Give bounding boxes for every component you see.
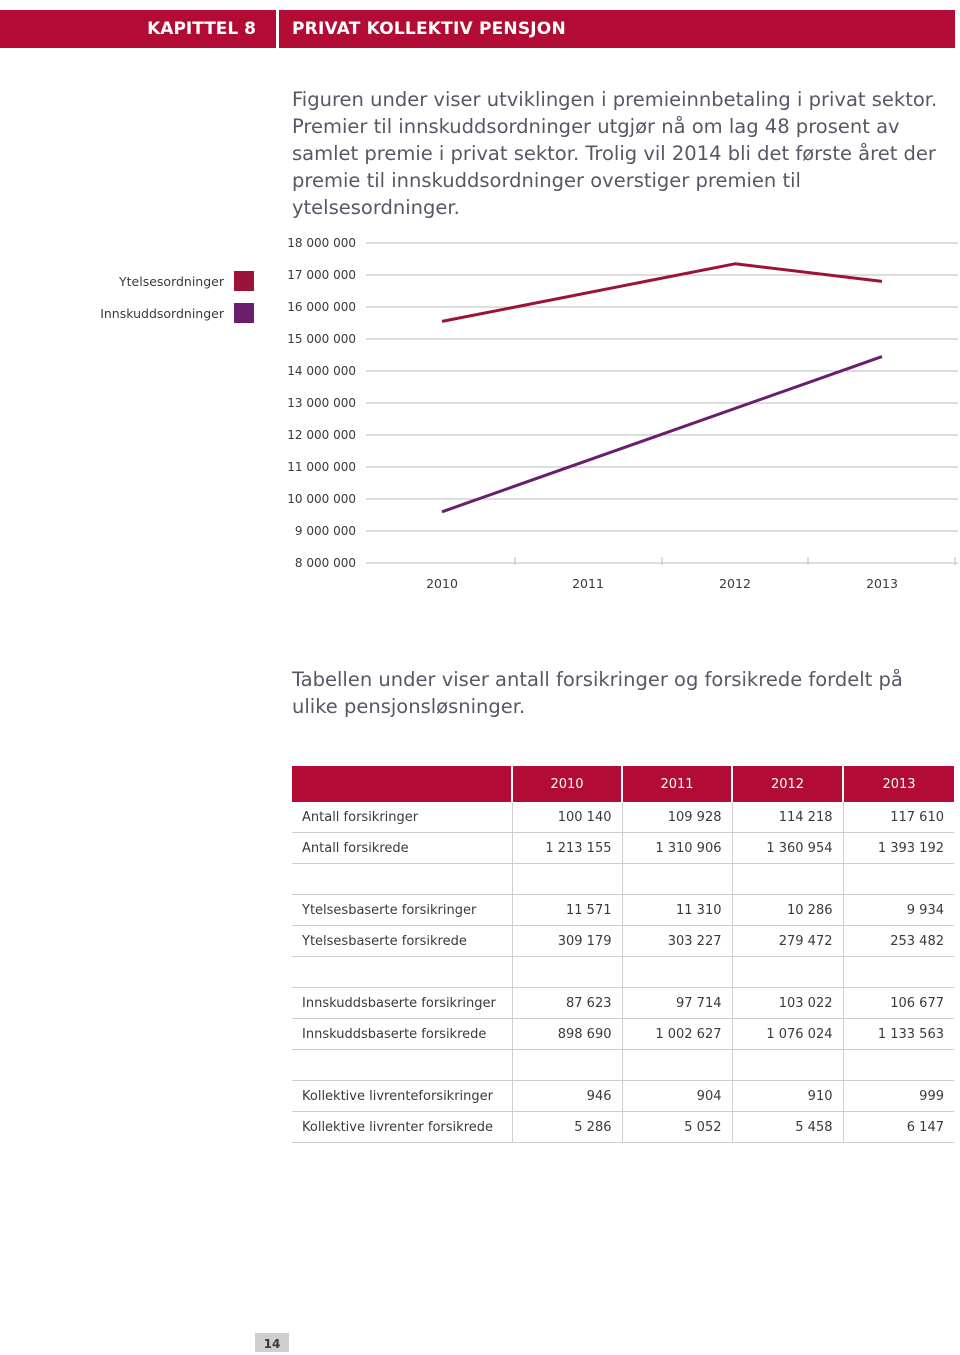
table-row: [292, 1112, 954, 1143]
y-tick-label: 17 000 000: [287, 268, 356, 282]
row-label-cell: Ytelsesbaserte forsikringer: [292, 895, 512, 926]
value-cell: 6 147: [843, 1112, 954, 1143]
header-bar: [0, 10, 955, 48]
value-cell: [732, 1050, 843, 1081]
value-cell: [622, 1050, 732, 1081]
y-tick-label: 10 000 000: [287, 492, 356, 506]
header-divider: [276, 10, 279, 48]
row-label-cell: Antall forsikringer: [292, 802, 512, 833]
table-row: [292, 833, 954, 864]
row-label-cell: Kollektive livrenteforsikringer: [292, 1081, 512, 1112]
section-title: PRIVAT KOLLEKTIV PENSJON: [292, 19, 566, 39]
legend-swatch: [234, 271, 254, 291]
chart-series: [442, 264, 882, 512]
series-line-innskuddsordninger: [442, 357, 882, 512]
value-cell: [843, 957, 954, 988]
value-cell: 1 133 563: [843, 1019, 954, 1050]
value-cell: 109 928: [622, 802, 732, 833]
y-axis: [287, 236, 356, 570]
row-label-cell: [292, 1050, 512, 1081]
value-cell: 114 218: [732, 802, 843, 833]
x-tick-label: 2011: [572, 576, 604, 591]
value-cell: 5 458: [732, 1112, 843, 1143]
value-cell: 100 140: [512, 802, 622, 833]
value-cell: 946: [512, 1081, 622, 1112]
value-cell: 1 213 155: [512, 833, 622, 864]
table-header-year: 2012: [732, 766, 843, 802]
value-cell: 5 286: [512, 1112, 622, 1143]
table-row: [292, 926, 954, 957]
value-cell: [732, 957, 843, 988]
value-cell: 1 360 954: [732, 833, 843, 864]
page-number: 14: [263, 1337, 281, 1351]
chart-gridlines: [366, 243, 958, 563]
value-cell: 97 714: [622, 988, 732, 1019]
value-cell: 1 076 024: [732, 1019, 843, 1050]
table-row: [292, 895, 954, 926]
value-cell: [622, 864, 732, 895]
table-header-year: 2011: [622, 766, 732, 802]
y-tick-label: 16 000 000: [287, 300, 356, 314]
table-spacer-row: [292, 864, 954, 895]
legend-label: Innskuddsordninger: [100, 306, 224, 321]
premium-line-chart: [0, 225, 960, 605]
y-tick-label: 18 000 000: [287, 236, 356, 250]
y-tick-label: 9 000 000: [294, 524, 356, 538]
table-intro-paragraph: Tabellen under viser antall forsikringer og forsikrede fordelt på ulike pensjonsløsninger.: [292, 668, 903, 718]
value-cell: 10 286: [732, 895, 843, 926]
legend-label: Ytelsesordninger: [119, 274, 224, 289]
value-cell: 910: [732, 1081, 843, 1112]
value-cell: [732, 864, 843, 895]
value-cell: 309 179: [512, 926, 622, 957]
value-cell: 253 482: [843, 926, 954, 957]
row-label-cell: Innskuddsbaserte forsikringer: [292, 988, 512, 1019]
y-tick-label: 13 000 000: [287, 396, 356, 410]
x-tick-label: 2013: [866, 576, 898, 591]
value-cell: [512, 864, 622, 895]
value-cell: 5 052: [622, 1112, 732, 1143]
value-cell: [512, 1050, 622, 1081]
x-tick-label: 2012: [719, 576, 751, 591]
y-tick-label: 14 000 000: [287, 364, 356, 378]
row-label-cell: Ytelsesbaserte forsikrede: [292, 926, 512, 957]
pension-table-container: [292, 766, 954, 1143]
value-cell: 898 690: [512, 1019, 622, 1050]
row-label-cell: Antall forsikrede: [292, 833, 512, 864]
table-row: [292, 1081, 954, 1112]
y-tick-label: 8 000 000: [294, 556, 356, 570]
legend-swatch: [234, 303, 254, 323]
table-row: [292, 988, 954, 1019]
value-cell: 904: [622, 1081, 732, 1112]
value-cell: 9 934: [843, 895, 954, 926]
value-cell: 1 310 906: [622, 833, 732, 864]
value-cell: 103 022: [732, 988, 843, 1019]
value-cell: 303 227: [622, 926, 732, 957]
table-row: [292, 1019, 954, 1050]
pension-table: [292, 766, 954, 1143]
table-spacer-row: [292, 957, 954, 988]
value-cell: 11 571: [512, 895, 622, 926]
value-cell: 279 472: [732, 926, 843, 957]
y-tick-label: 15 000 000: [287, 332, 356, 346]
table-header-row: [292, 766, 954, 802]
table-header-year: 2013: [843, 766, 954, 802]
value-cell: 117 610: [843, 802, 954, 833]
series-line-ytelsesordninger: [442, 264, 882, 322]
value-cell: [512, 957, 622, 988]
intro-paragraph: Figuren under viser utviklingen i premieinnbetaling i privat sektor. Premier til innskuddsordninger utgjør nå om lag 48 prosent av samlet premie i privat sektor. Trolig vil 2014 bli det første året der premie til innskuddsordninger overstiger premien til ytelsesordninger.: [292, 88, 938, 219]
value-cell: 999: [843, 1081, 954, 1112]
row-label-cell: Innskuddsbaserte forsikrede: [292, 1019, 512, 1050]
value-cell: 1 393 192: [843, 833, 954, 864]
row-label-cell: [292, 957, 512, 988]
table-header-blank: [292, 766, 512, 802]
row-label-cell: Kollektive livrenter forsikrede: [292, 1112, 512, 1143]
value-cell: [843, 864, 954, 895]
table-body: [292, 802, 954, 1143]
value-cell: [843, 1050, 954, 1081]
chart-legend: [100, 271, 254, 323]
value-cell: 11 310: [622, 895, 732, 926]
value-cell: 1 002 627: [622, 1019, 732, 1050]
value-cell: 87 623: [512, 988, 622, 1019]
x-tick-label: 2010: [426, 576, 458, 591]
table-spacer-row: [292, 1050, 954, 1081]
value-cell: [622, 957, 732, 988]
table-header-year: 2010: [512, 766, 622, 802]
value-cell: 106 677: [843, 988, 954, 1019]
x-axis: [426, 557, 955, 591]
y-tick-label: 11 000 000: [287, 460, 356, 474]
table-row: [292, 802, 954, 833]
y-tick-label: 12 000 000: [287, 428, 356, 442]
chapter-label: KAPITTEL 8: [0, 10, 272, 48]
row-label-cell: [292, 864, 512, 895]
